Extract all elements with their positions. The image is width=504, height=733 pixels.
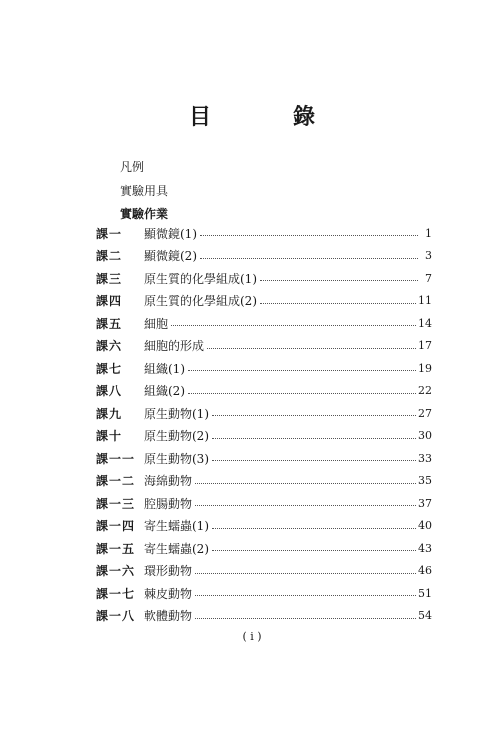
toc-entry: [96, 245, 432, 267]
toc-entry: [96, 335, 432, 357]
page-number: 3: [425, 249, 432, 262]
page-number: 43: [418, 541, 432, 555]
toc-entry: [96, 605, 432, 627]
toc-entry: [96, 312, 432, 334]
toc-entry: [96, 357, 432, 379]
lesson-number: 課二: [96, 249, 123, 263]
toc-entry: [96, 492, 432, 514]
front-matter-item: 實驗作業: [120, 207, 169, 221]
toc-entry: [96, 582, 432, 604]
lesson-number: 課十: [96, 429, 123, 443]
toc-entry: [96, 447, 432, 469]
lesson-number: 課一五: [96, 541, 136, 556]
lesson-number: 課五: [96, 316, 123, 331]
lesson-topic: 寄生蠕蟲(1): [144, 519, 209, 533]
lesson-topic: 腔腸動物: [144, 496, 193, 511]
toc-entry: [96, 560, 432, 582]
toc-entry: [96, 537, 432, 559]
lesson-number: 課一八: [96, 609, 136, 623]
lesson-topic: 原生動物(1): [144, 406, 209, 421]
lesson-topic: 顯微鏡(2): [144, 249, 197, 263]
toc-entry: [96, 470, 432, 492]
page-number: 46: [418, 564, 432, 577]
page-number: 17: [418, 339, 432, 352]
lesson-topic: 軟體動物: [144, 609, 193, 623]
toc-entry: [96, 380, 432, 402]
lesson-number: 課七: [96, 361, 123, 376]
dot-leader: [195, 572, 416, 574]
page-number: 19: [418, 361, 432, 375]
lesson-topic: 顯微鏡(1): [144, 226, 197, 241]
lesson-topic: 細胞: [144, 316, 169, 331]
lesson-topic: 細胞的形成: [144, 339, 205, 353]
lesson-number: 課三: [96, 271, 123, 286]
toc-entry: [96, 222, 432, 244]
lesson-topic: 環形動物: [144, 564, 193, 578]
dot-leader: [212, 549, 416, 551]
dot-leader: [260, 302, 416, 304]
page-number: 1: [425, 226, 432, 240]
page-number: 27: [418, 406, 432, 420]
dot-leader: [200, 234, 418, 236]
lesson-topic: 組織(2): [144, 384, 185, 398]
lesson-number: 課八: [96, 384, 123, 398]
dot-leader: [207, 347, 416, 349]
dot-leader: [188, 392, 416, 394]
page-number: 30: [418, 429, 432, 442]
page-number: 51: [418, 586, 432, 600]
dot-leader: [195, 504, 416, 506]
lesson-topic: 原生質的化學組成(2): [144, 294, 257, 308]
lesson-number: 課一四: [96, 519, 136, 533]
dot-leader: [212, 437, 416, 439]
lesson-number: 課一六: [96, 564, 136, 578]
dot-leader: [212, 527, 416, 529]
page-number-footer: ( i ): [242, 630, 262, 643]
dot-leader: [212, 459, 416, 461]
page-number: 14: [418, 316, 432, 330]
lesson-number: 課一七: [96, 586, 136, 601]
toc-entry: [96, 515, 432, 537]
dot-leader: [212, 414, 416, 416]
page-number: 7: [425, 271, 432, 285]
lesson-number: 課一二: [96, 474, 136, 488]
lesson-topic: 寄生蠕蟲(2): [144, 541, 209, 556]
lesson-number: 課六: [96, 339, 123, 353]
lesson-number: 課九: [96, 406, 123, 421]
lesson-topic: 海綿動物: [144, 474, 193, 488]
lesson-topic: 棘皮動物: [144, 586, 193, 601]
dot-leader: [195, 617, 416, 619]
page-number: 35: [418, 474, 432, 487]
dot-leader: [195, 594, 416, 596]
lesson-number: 課一三: [96, 496, 136, 511]
lesson-number: 課四: [96, 294, 123, 308]
dot-leader: [188, 369, 416, 371]
lesson-number: 課一一: [96, 451, 136, 466]
dot-leader: [195, 482, 416, 484]
toc-entry: [96, 402, 432, 424]
page-number: 33: [418, 451, 432, 465]
page-number: 54: [418, 609, 432, 622]
page-number: 22: [418, 384, 432, 397]
toc-entry: [96, 425, 432, 447]
lesson-number: 課一: [96, 226, 123, 241]
page-number: 40: [418, 519, 432, 532]
page-number: 37: [418, 496, 432, 510]
dot-leader: [171, 324, 416, 326]
lesson-topic: 原生動物(3): [144, 451, 209, 466]
front-matter-item: 凡例: [120, 160, 145, 174]
toc-entry: [96, 290, 432, 312]
page-title: 目 錄: [188, 104, 345, 130]
lesson-topic: 原生質的化學組成(1): [144, 271, 257, 286]
page-number: 11: [418, 294, 432, 307]
dot-leader: [200, 257, 418, 259]
lesson-topic: 組織(1): [144, 361, 185, 376]
lesson-topic: 原生動物(2): [144, 429, 209, 443]
front-matter-item: 實驗用具: [120, 184, 169, 198]
dot-leader: [260, 279, 418, 281]
toc-entry: [96, 267, 432, 289]
